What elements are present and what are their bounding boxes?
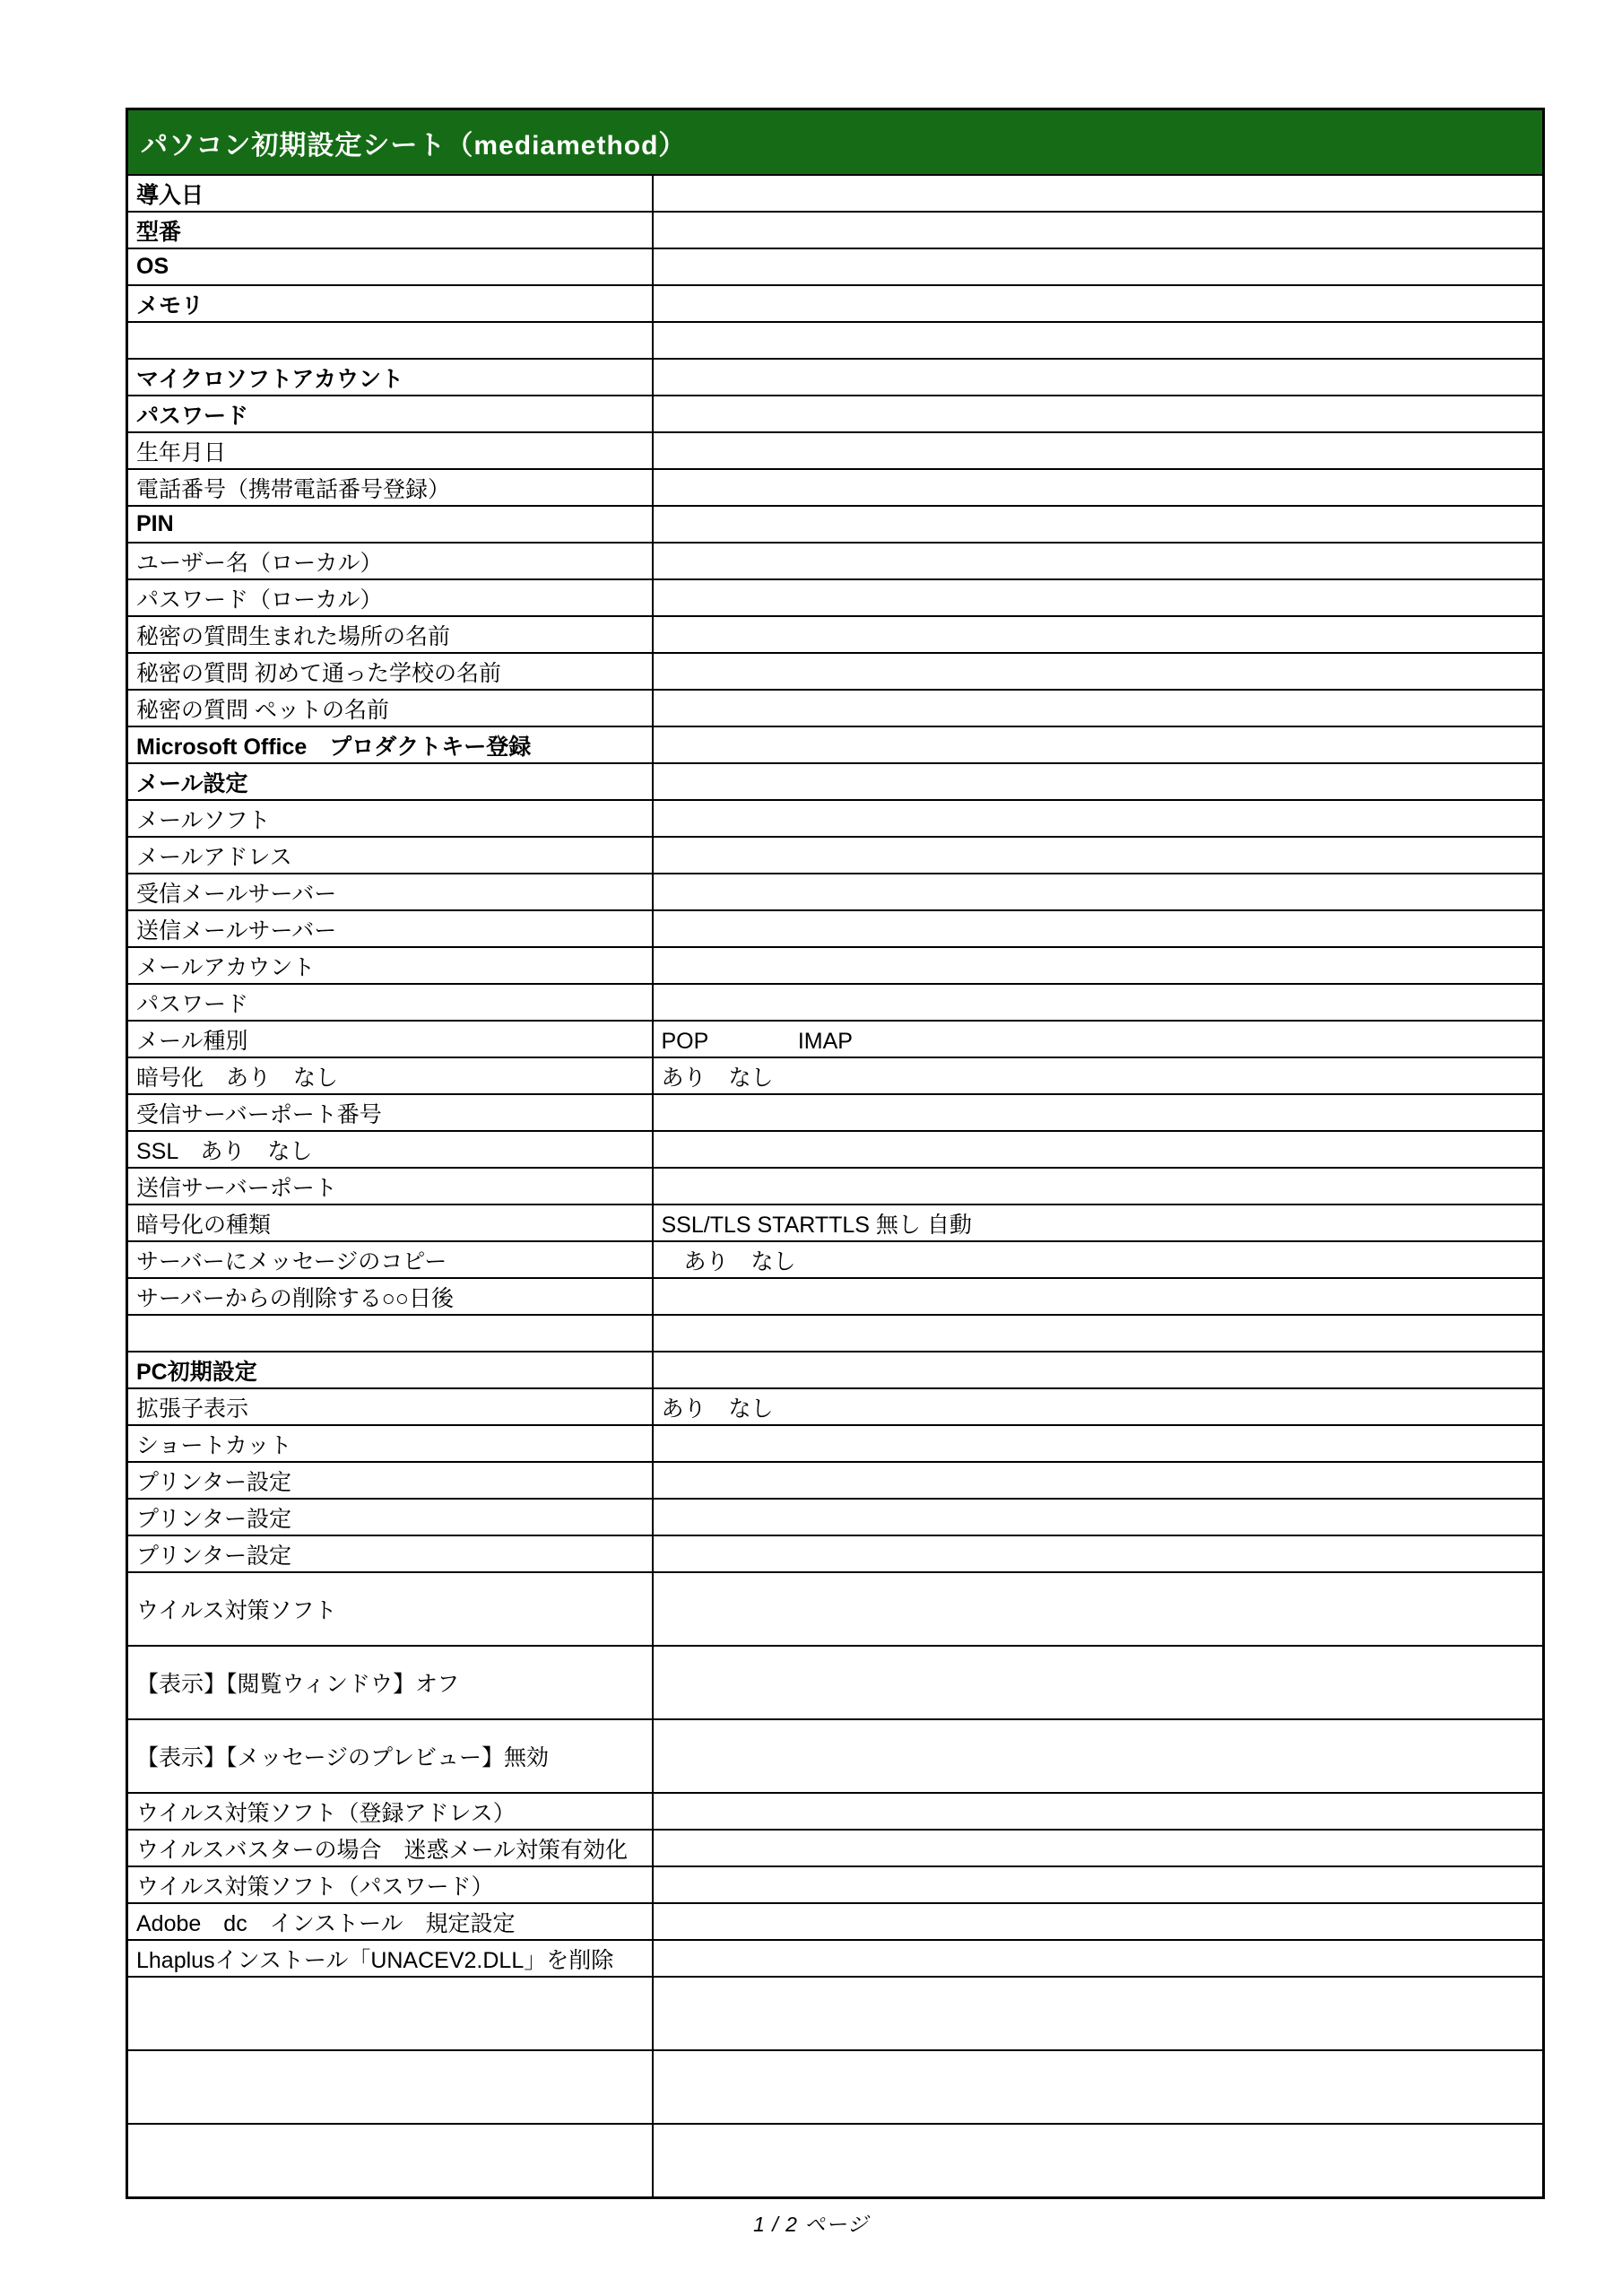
row-label-cell: 送信サーバーポート [127, 1168, 653, 1205]
row-value-cell: あり なし [653, 1241, 1544, 1278]
page-number: 1 / 2 ページ [753, 2213, 869, 2236]
row-value-cell [653, 874, 1544, 910]
table-row [127, 1241, 1544, 1278]
row-value-cell [653, 1315, 1544, 1352]
row-value-cell [653, 1131, 1544, 1168]
row-value-cell [653, 1425, 1544, 1462]
table-row [127, 285, 1544, 322]
row-value-cell [653, 396, 1544, 432]
row-label-cell: メールアドレス [127, 837, 653, 874]
table-row [127, 1388, 1544, 1425]
table-row [127, 1462, 1544, 1499]
row-value-cell [653, 837, 1544, 874]
table-row [127, 432, 1544, 469]
row-label-cell: サーバーからの削除する○○日後 [127, 1278, 653, 1315]
row-label-cell: パスワード（ローカル） [127, 579, 653, 616]
row-value-cell [653, 1462, 1544, 1499]
row-label-cell: 【表示】【メッセージのプレビュー】無効 [127, 1719, 653, 1793]
table-row [127, 726, 1544, 763]
row-value-cell [653, 1940, 1544, 1977]
table-row [127, 579, 1544, 616]
table-row [127, 910, 1544, 947]
table-row [127, 506, 1544, 543]
row-label-cell: 受信サーバーポート番号 [127, 1094, 653, 1131]
setup-table [126, 108, 1545, 2199]
row-label-cell: SSL あり なし [127, 1131, 653, 1168]
table-row [127, 543, 1544, 579]
row-label-cell: ウイルス対策ソフト（パスワード） [127, 1866, 653, 1903]
row-value-cell [653, 432, 1544, 469]
table-row [127, 763, 1544, 800]
row-value-cell [653, 1352, 1544, 1388]
table-row [127, 1866, 1544, 1903]
row-value-cell [653, 1168, 1544, 1205]
row-value-cell [653, 726, 1544, 763]
table-row [127, 248, 1544, 285]
row-label-cell: 秘密の質問 ペットの名前 [127, 690, 653, 726]
table-row [127, 874, 1544, 910]
table-row [127, 1315, 1544, 1352]
table-row [127, 616, 1544, 653]
table-row [127, 1131, 1544, 1168]
row-label-cell: 拡張子表示 [127, 1388, 653, 1425]
row-label-cell: 生年月日 [127, 432, 653, 469]
setup-table-body [127, 175, 1544, 2198]
title-row [127, 109, 1544, 176]
row-value-cell [653, 1094, 1544, 1131]
table-row [127, 837, 1544, 874]
row-value-cell [653, 800, 1544, 837]
row-label-cell: メモリ [127, 285, 653, 322]
table-row [127, 469, 1544, 506]
row-label-cell: マイクロソフトアカウント [127, 359, 653, 396]
row-value-cell [653, 653, 1544, 690]
row-label-cell: Microsoft Office プロダクトキー登録 [127, 726, 653, 763]
table-row [127, 690, 1544, 726]
table-row [127, 800, 1544, 837]
table-row [127, 1830, 1544, 1866]
row-value-cell [653, 248, 1544, 285]
row-value-cell [653, 359, 1544, 396]
row-value-cell: あり なし [653, 1388, 1544, 1425]
row-label-cell: Adobe dc インストール 規定設定 [127, 1903, 653, 1940]
table-row [127, 984, 1544, 1021]
row-label-cell: 暗号化 あり なし [127, 1057, 653, 1094]
row-label-cell: メール種別 [127, 1021, 653, 1057]
row-label-cell: 【表示】【閲覧ウィンドウ】オフ [127, 1646, 653, 1719]
row-label-cell: 電話番号（携帯電話番号登録） [127, 469, 653, 506]
row-value-cell [653, 2124, 1544, 2198]
table-row [127, 1940, 1544, 1977]
table-row [127, 1425, 1544, 1462]
row-value-cell [653, 1977, 1544, 2050]
row-value-cell [653, 984, 1544, 1021]
row-value-cell [653, 1535, 1544, 1572]
row-label-cell: 導入日 [127, 175, 653, 212]
table-row [127, 1903, 1544, 1940]
row-label-cell: ショートカット [127, 1425, 653, 1462]
row-label-cell: 暗号化の種類 [127, 1205, 653, 1241]
table-row [127, 212, 1544, 248]
row-label-cell: プリンター設定 [127, 1462, 653, 1499]
row-value-cell [653, 579, 1544, 616]
table-row [127, 1352, 1544, 1388]
row-label-cell: ユーザー名（ローカル） [127, 543, 653, 579]
table-row [127, 1719, 1544, 1793]
row-value-cell [653, 506, 1544, 543]
table-row [127, 1572, 1544, 1646]
table-row [127, 653, 1544, 690]
row-value-cell [653, 1499, 1544, 1535]
row-value-cell [653, 1793, 1544, 1830]
row-value-cell [653, 1830, 1544, 1866]
row-label-cell: PC初期設定 [127, 1352, 653, 1388]
sheet-title: パソコン初期設定シート（mediamethod） [127, 109, 1544, 176]
row-label-cell: 受信メールサーバー [127, 874, 653, 910]
row-label-cell [127, 2124, 653, 2198]
row-value-cell [653, 543, 1544, 579]
table-row [127, 175, 1544, 212]
row-label-cell: プリンター設定 [127, 1535, 653, 1572]
row-value-cell [653, 175, 1544, 212]
row-label-cell: PIN [127, 506, 653, 543]
row-label-cell: プリンター設定 [127, 1499, 653, 1535]
table-row [127, 2050, 1544, 2124]
row-value-cell: SSL/TLS STARTTLS 無し 自動 [653, 1205, 1544, 1241]
table-row [127, 1057, 1544, 1094]
table-row [127, 1535, 1544, 1572]
row-value-cell [653, 469, 1544, 506]
row-value-cell [653, 1903, 1544, 1940]
table-row [127, 1168, 1544, 1205]
table-row [127, 1793, 1544, 1830]
row-label-cell [127, 2050, 653, 2124]
table-row [127, 2124, 1544, 2198]
row-label-cell: ウイルス対策ソフト [127, 1572, 653, 1646]
row-label-cell: パスワード [127, 984, 653, 1021]
table-row [127, 1021, 1544, 1057]
row-value-cell [653, 1719, 1544, 1793]
table-row [127, 1094, 1544, 1131]
row-value-cell [653, 947, 1544, 984]
row-label-cell: OS [127, 248, 653, 285]
row-value-cell: あり なし [653, 1057, 1544, 1094]
row-label-cell: 秘密の質問生まれた場所の名前 [127, 616, 653, 653]
row-label-cell: Lhaplusインストール「UNACEV2.DLL」を削除 [127, 1940, 653, 1977]
table-row [127, 322, 1544, 359]
table-row [127, 396, 1544, 432]
row-value-cell [653, 763, 1544, 800]
row-label-cell: 型番 [127, 212, 653, 248]
row-label-cell: メールソフト [127, 800, 653, 837]
row-value-cell [653, 910, 1544, 947]
row-value-cell [653, 322, 1544, 359]
table-row [127, 1977, 1544, 2050]
row-label-cell: ウイルス対策ソフト（登録アドレス） [127, 1793, 653, 1830]
table-row [127, 1499, 1544, 1535]
row-value-cell [653, 690, 1544, 726]
table-row [127, 359, 1544, 396]
row-label-cell [127, 1977, 653, 2050]
table-row [127, 1278, 1544, 1315]
table-row [127, 1646, 1544, 1719]
row-value-cell [653, 285, 1544, 322]
row-label-cell: 送信メールサーバー [127, 910, 653, 947]
row-label-cell: ウイルスバスターの場合 迷惑メール対策有効化 [127, 1830, 653, 1866]
row-label-cell: 秘密の質問 初めて通った学校の名前 [127, 653, 653, 690]
row-label-cell: メール設定 [127, 763, 653, 800]
row-value-cell [653, 2050, 1544, 2124]
row-value-cell [653, 1278, 1544, 1315]
row-label-cell: パスワード [127, 396, 653, 432]
row-value-cell [653, 616, 1544, 653]
table-row [127, 1205, 1544, 1241]
row-label-cell [127, 322, 653, 359]
row-label-cell: サーバーにメッセージのコピー [127, 1241, 653, 1278]
row-label-cell: メールアカウント [127, 947, 653, 984]
row-label-cell [127, 1315, 653, 1352]
row-value-cell [653, 1866, 1544, 1903]
row-value-cell [653, 1572, 1544, 1646]
row-value-cell: POP IMAP [653, 1021, 1544, 1057]
table-row [127, 947, 1544, 984]
row-value-cell [653, 1646, 1544, 1719]
row-value-cell [653, 212, 1544, 248]
